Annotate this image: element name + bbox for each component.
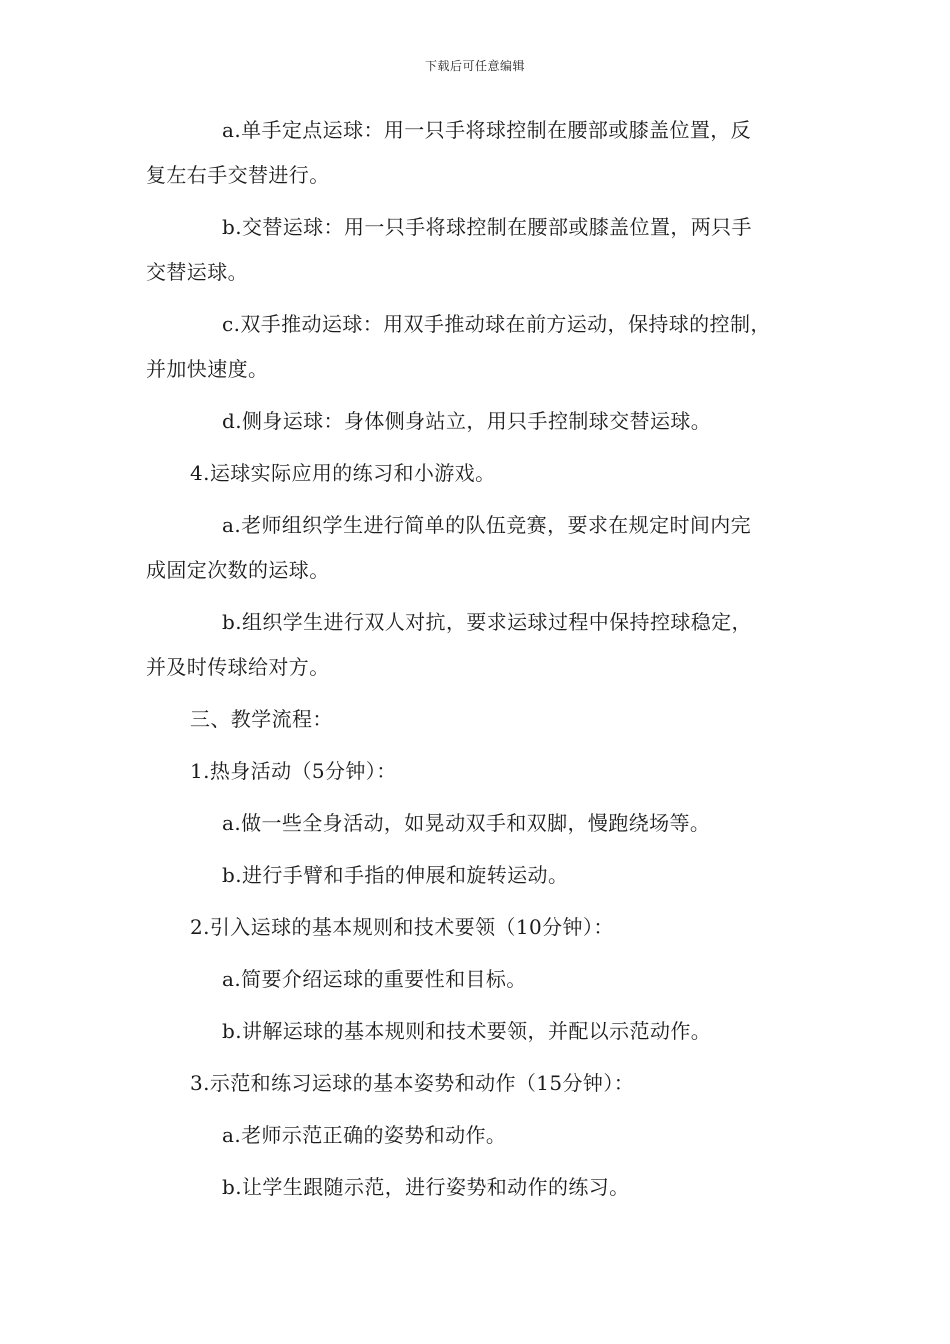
page-header: 下载后可任意编辑 — [424, 59, 525, 73]
list-item-continuation: 复左右手交替进行。 — [146, 163, 330, 187]
list-item: a.单手定点运球：用一只手将球控制在腰部或膝盖位置，反 — [222, 118, 752, 142]
list-item: b.讲解运球的基本规则和技术要领，并配以示范动作。 — [222, 1019, 712, 1043]
section-item: 3.示范和练习运球的基本姿势和动作（15分钟）： — [190, 1071, 635, 1095]
section-item: 1.热身活动（5分钟）： — [190, 759, 397, 783]
list-item-continuation: 并加快速度。 — [146, 357, 269, 381]
list-item: a.老师示范正确的姿势和动作。 — [222, 1123, 507, 1147]
section-item: 2.引入运球的基本规则和技术要领（10分钟）： — [190, 915, 614, 939]
list-item: b.组织学生进行双人对抗，要求运球过程中保持控球稳定， — [222, 610, 752, 634]
list-item-continuation: 成固定次数的运球。 — [146, 558, 330, 582]
list-item: b.让学生跟随示范，进行姿势和动作的练习。 — [222, 1175, 630, 1199]
section-item: 4.运球实际应用的练习和小游戏。 — [190, 461, 496, 485]
list-item: a.简要介绍运球的重要性和目标。 — [222, 967, 527, 991]
list-item-continuation: 交替运球。 — [146, 260, 248, 284]
list-item: b.交替运球：用一只手将球控制在腰部或膝盖位置，两只手 — [222, 215, 752, 239]
list-item: d.侧身运球：身体侧身站立，用只手控制球交替运球。 — [222, 409, 712, 433]
list-item: b.进行手臂和手指的伸展和旋转运动。 — [222, 863, 569, 887]
list-item: a.做一些全身活动，如晃动双手和双脚，慢跑绕场等。 — [222, 811, 711, 835]
list-item: c.双手推动运球：用双手推动球在前方运动，保持球的控制， — [222, 312, 771, 336]
list-item: a.老师组织学生进行简单的队伍竞赛，要求在规定时间内完 — [222, 513, 752, 537]
section-heading: 三、教学流程： — [190, 707, 333, 731]
list-item-continuation: 并及时传球给对方。 — [146, 655, 330, 679]
